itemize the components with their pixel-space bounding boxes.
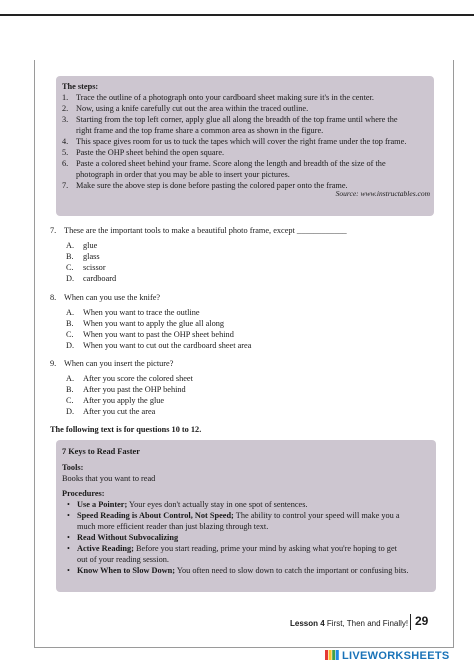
- step-number: 1.: [62, 93, 69, 102]
- procedure-text: Your eyes don't actually stay in one spot of sentences.: [127, 500, 308, 509]
- option-text[interactable]: When you want to apply the glue all along: [83, 319, 225, 328]
- option-text[interactable]: When you want to cut out the cardboard sheet area: [83, 341, 252, 350]
- procedure-heading: Active Reading;: [77, 544, 134, 553]
- procedures-label: Procedures:: [62, 489, 105, 498]
- procedure-item: [77, 543, 397, 554]
- step-number: 6.: [62, 159, 69, 168]
- option-letter[interactable]: B.: [66, 252, 74, 261]
- step-number: 3.: [62, 115, 69, 124]
- question-number: 9.: [50, 359, 57, 368]
- option-letter[interactable]: A.: [66, 308, 75, 317]
- procedure-item: [77, 532, 178, 543]
- option-text[interactable]: After you apply the glue: [83, 396, 165, 405]
- step-text: Now, using a knife carefully cut out the area within the traced outline.: [76, 104, 309, 113]
- step-text: right frame and the top frame share a common area as shown in the figure.: [76, 126, 324, 135]
- procedure-heading: Speed Reading is About Control, Not Speed;: [77, 511, 234, 520]
- steps-title: The steps:: [62, 82, 99, 91]
- option-letter[interactable]: B.: [66, 385, 74, 394]
- option-text[interactable]: After you past the OHP behind: [83, 385, 186, 394]
- question-text: When can you use the knife?: [64, 293, 161, 302]
- lesson-title: First, Then and Finally!: [324, 619, 409, 628]
- lesson-number: Lesson 4: [290, 619, 325, 628]
- option-letter[interactable]: D.: [66, 341, 75, 350]
- step-number: 4.: [62, 137, 69, 146]
- option-letter[interactable]: B.: [66, 319, 74, 328]
- step-number: 7.: [62, 181, 69, 190]
- footer-divider: [410, 614, 411, 630]
- option-letter[interactable]: C.: [66, 263, 74, 272]
- question-number: 7.: [50, 226, 57, 235]
- option-letter[interactable]: D.: [66, 274, 75, 283]
- tools-text: Books that you want to read: [62, 474, 156, 483]
- step-text: Paste a colored sheet behind your frame. Score along the length and breadth of the size of the: [76, 159, 386, 168]
- keys-title: 7 Keys to Read Faster: [62, 447, 140, 456]
- step-text: Paste the OHP sheet behind the open square.: [76, 148, 225, 157]
- procedure-item: [77, 510, 400, 521]
- step-text: photograph in order that you may be able to insert your pictures.: [76, 170, 290, 179]
- page-number: 29: [415, 614, 429, 628]
- step-text: This space gives room for us to tuck the tapes which will cover the right frame under the top frame.: [76, 137, 407, 146]
- option-text[interactable]: scissor: [83, 263, 106, 272]
- question-number: 8.: [50, 293, 57, 302]
- question-text: These are the important tools to make a beautiful photo frame, except ____________: [64, 226, 347, 235]
- option-text[interactable]: cardboard: [83, 274, 117, 283]
- option-text[interactable]: When you want to trace the outline: [83, 308, 200, 317]
- procedure-heading: Use a Pointer;: [77, 500, 128, 509]
- option-text[interactable]: glue: [83, 241, 98, 250]
- procedure-item: [77, 565, 408, 576]
- procedure-text: You often need to slow down to catch the important or confusing bits.: [175, 566, 409, 575]
- step-text: Make sure the above step is done before pasting the colored paper onto the frame.: [76, 181, 348, 190]
- option-text[interactable]: After you score the colored sheet: [83, 374, 193, 383]
- procedure-heading: Know When to Slow Down;: [77, 566, 176, 575]
- section-intro: The following text is for questions 10 to 12.: [50, 425, 202, 434]
- step-number: 2.: [62, 104, 69, 113]
- procedure-text: The ability to control your speed will make you a: [233, 511, 400, 520]
- brand-logo[interactable]: [325, 650, 450, 662]
- option-letter[interactable]: A.: [66, 374, 75, 383]
- brand-name: LIVEWORKSHEETS: [342, 650, 450, 662]
- option-letter[interactable]: C.: [66, 396, 74, 405]
- procedure-item: [77, 499, 308, 510]
- top-rule: [0, 14, 474, 16]
- steps-source: Source: www.instructables.com: [335, 189, 430, 198]
- option-text[interactable]: After you cut the area: [83, 407, 156, 416]
- option-letter[interactable]: C.: [66, 330, 74, 339]
- lesson-footer: [290, 619, 408, 628]
- option-text[interactable]: glass: [83, 252, 100, 261]
- procedure-text-cont: out of your reading session.: [77, 555, 169, 564]
- option-letter[interactable]: D.: [66, 407, 75, 416]
- step-text: Starting from the top left corner, apply glue all along the breadth of the top frame until where the: [76, 115, 398, 124]
- question-text: When can you insert the picture?: [64, 359, 174, 368]
- option-text[interactable]: When you want to past the OHP sheet behind: [83, 330, 234, 339]
- option-letter[interactable]: A.: [66, 241, 75, 250]
- liveworksheets-logo-icon: [325, 650, 339, 660]
- procedure-heading: Read Without Subvocalizing: [77, 533, 179, 542]
- step-text: Trace the outline of a photograph onto your cardboard sheet making sure it's in the center.: [76, 93, 374, 102]
- step-number: 5.: [62, 148, 69, 157]
- procedure-text-cont: much more efficient reader than just blazing through text.: [77, 522, 269, 531]
- tools-label: Tools:: [62, 463, 84, 472]
- procedure-text: Before you start reading, prime your mind by asking what you're hoping to get: [133, 544, 397, 553]
